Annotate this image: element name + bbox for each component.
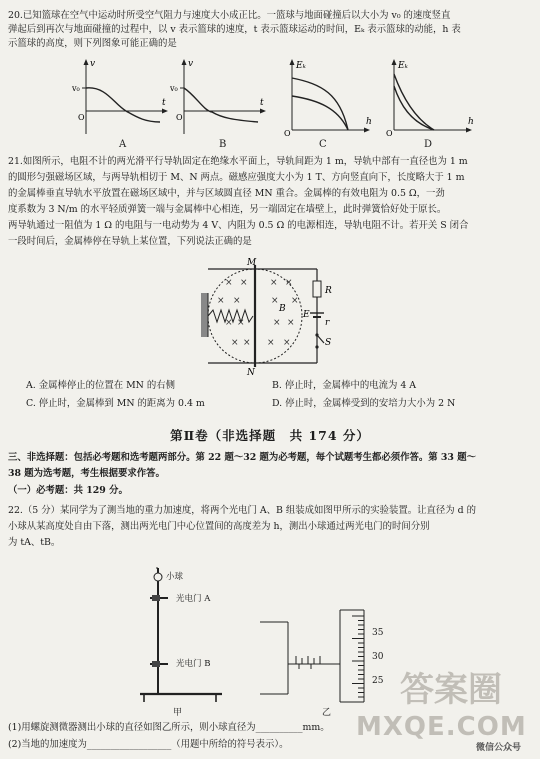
graph-c-h: h (366, 117, 372, 127)
label-r-resistor: R (325, 286, 332, 296)
label-r-internal: r (325, 318, 330, 328)
label-yi: 乙 (322, 708, 332, 718)
field-cross-mark: × (285, 278, 293, 288)
watermark-small: 微信公众号 (476, 743, 522, 753)
label-m: M (247, 258, 257, 268)
field-cross-mark: × (225, 318, 233, 328)
label-s: S (325, 338, 332, 348)
field-cross-mark: × (240, 278, 248, 288)
q21-line-4: 度系数为 3 N/m 的水平轻质弹簧一端与金属棒中心相连，另一端固定在墙壁上，此时弹簧恰好处于原长。 (8, 204, 447, 215)
q21-line-6: 一段时间后，金属棒停在导轨上某位置，下列说法正确的是 (8, 236, 252, 247)
graph-b-label: B (219, 139, 227, 150)
field-cross-mark: × (233, 296, 241, 306)
graph-c-ek: Eₖ (296, 61, 306, 71)
field-cross-mark: × (291, 296, 299, 306)
graph-b (170, 56, 269, 138)
q22-line-3: 为 tA、tB。 (8, 537, 61, 548)
q21-circuit-figure (195, 255, 350, 377)
graph-c-label: C (319, 139, 327, 150)
graph-c (282, 56, 377, 138)
graph-b-o: O (176, 113, 183, 122)
field-cross-mark: × (267, 338, 275, 348)
part2-line-1: 三、非选择题：包括必考题和选考题两部分。第 22 题～32 题为必考题，每个试题考生都必须作答。第 33 题～ (8, 452, 476, 463)
q22-line-1: 22.（5 分）某同学为了测当地的重力加速度，将两个光电门 A、B 组装成如图甲所示的实验装置。让直径为 d 的 (8, 505, 476, 516)
field-cross-mark: × (243, 338, 251, 348)
graph-a-o: O (78, 113, 85, 122)
graph-a-v: v (90, 59, 96, 69)
q21-option-d: D. 停止时，金属棒受到的安培力大小为 2 N (272, 398, 456, 409)
graph-d-h: h (468, 117, 474, 127)
graph-a-v0: v₀ (72, 84, 80, 93)
graph-a (72, 56, 171, 138)
q20-line-2: 弹起后到再次与地面碰撞的过程中，以 v 表示篮球的速度，t 表示篮球运动的时间，Eₖ 表示篮球的动能，h 表 (8, 24, 461, 35)
field-cross-mark: × (217, 296, 225, 306)
scale-mark-30: 30 (372, 652, 384, 662)
label-gate-b: 光电门 B (176, 659, 211, 669)
scale-mark-35: 35 (372, 628, 384, 638)
q21-option-c: C. 停止时，金属棒到 MN 的距离为 0.4 m (26, 398, 205, 409)
q22-figure-jia (130, 560, 240, 710)
field-cross-mark: × (271, 296, 279, 306)
q21-line-1: 21.如图所示，电阻不计的两光滑平行导轨固定在绝缘水平面上，导轨间距为 1 m，导轨中部有一直径也为 1 m (8, 156, 468, 167)
label-n: N (247, 368, 255, 378)
field-cross-mark: × (287, 318, 295, 328)
field-cross-mark: × (231, 338, 239, 348)
graph-d-label: D (424, 139, 433, 150)
q21-line-3: 的金属棒垂直导轨水平放置在磁场区域中，并与区域圆直径 MN 重合。金属棒的有效电阻为 0.5 Ω，一劲 (8, 188, 445, 199)
field-cross-mark: × (237, 318, 245, 328)
graph-c-o: O (284, 129, 291, 138)
graph-b-v: v (188, 59, 194, 69)
label-b: B (279, 304, 286, 314)
graph-b-v0: v₀ (170, 84, 178, 93)
graph-a-label: A (119, 139, 127, 150)
q20-line-1: 20.已知篮球在空气中运动时所受空气阻力与速度大小成正比。一篮球与地面碰撞后以大小为 v₀ 的速度竖直 (8, 10, 451, 21)
q22-sub-1: (1)用螺旋测微器测出小球的直径如图乙所示，则小球直径为__________mm。 (8, 722, 330, 733)
field-cross-mark: × (283, 338, 291, 348)
part2-title: 第Ⅱ卷（非选择题 共 174 分） (170, 428, 370, 443)
watermark-url: MXQE.COM (356, 712, 527, 742)
label-jia: 甲 (173, 708, 183, 718)
q21-option-b: B. 停止时，金属棒中的电流为 4 A (272, 380, 417, 391)
label-ball: 小球 (166, 572, 184, 582)
graph-a-t: t (162, 98, 166, 108)
q20-line-3: 示篮球的高度，则下列图象可能正确的是 (8, 38, 177, 49)
watermark-logo: 答案圈 (400, 670, 502, 710)
graph-d-o: O (386, 129, 393, 138)
q22-line-2: 小球从某高度处自由下落，测出两光电门中心位置间的高度差为 h，测出小球通过两光电门的时间分别 (8, 521, 430, 532)
part2-line-3: （一）必考题：共 129 分。 (8, 485, 128, 496)
graph-b-t: t (260, 98, 264, 108)
field-cross-mark: × (273, 318, 281, 328)
label-gate-a: 光电门 A (176, 594, 211, 604)
q21-line-2: 的圆形匀强磁场区域，与两导轨相切于 M、N 两点。磁感应强度大小为 1 T、方向竖直向下，长度略大于 1 m (8, 172, 465, 183)
q21-option-a: A. 金属棒停止的位置在 MN 的右侧 (26, 380, 175, 391)
q21-line-5: 两导轨通过一阻值为 1 Ω 的电阻与一电动势为 4 V、内阻为 0.5 Ω 的电源相连，导轨电阻不计。若开关 S 闭合 (8, 220, 469, 231)
field-cross-mark: × (225, 278, 233, 288)
graph-d (384, 56, 479, 138)
part2-line-2: 38 题为选考题，考生根据要求作答。 (8, 468, 165, 479)
label-e: E (303, 310, 310, 320)
q22-sub-2: (2)当地的加速度为__________________（用题中所给的符号表示）。 (8, 739, 289, 750)
field-cross-mark: × (270, 278, 278, 288)
graph-d-ek: Eₖ (398, 61, 408, 71)
scale-mark-25: 25 (372, 676, 384, 686)
